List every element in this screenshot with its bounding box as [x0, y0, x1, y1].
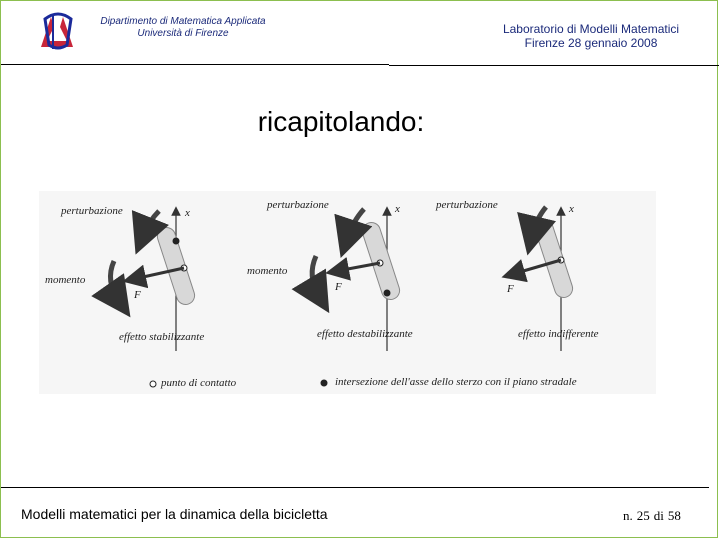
intersection-point-1: [173, 238, 180, 245]
label-momento-1: momento: [45, 274, 86, 286]
department-logo: [37, 11, 79, 53]
label-F-2: F: [335, 281, 342, 293]
steering-diagram: [39, 191, 656, 394]
department-name: Dipartimento di Matematica Applicata: [100, 16, 266, 27]
legend-intersection-symbol: [321, 380, 328, 387]
footer-title: Modelli matematici per la dinamica della bicicletta: [21, 506, 328, 522]
label-F-1: F: [134, 289, 141, 301]
perturbation-arrow-1: [143, 211, 159, 236]
label-perturbazione-3: perturbazione: [436, 199, 498, 211]
page-separator: di: [653, 508, 664, 523]
label-x-2: x: [395, 203, 400, 215]
panel-stabilizzante: [110, 211, 196, 351]
page-total: 58: [667, 508, 681, 523]
label-F-3: F: [507, 283, 514, 295]
page-indicator: [623, 508, 685, 524]
label-effetto-indifferente: effetto indifferente: [518, 328, 599, 340]
legend-intersection-label: intersezione dell'asse dello sterzo con il piano stradale: [335, 376, 577, 388]
header-divider-right: [389, 65, 719, 66]
label-x-3: x: [569, 203, 574, 215]
lab-name: Laboratorio di Modelli Matematici: [502, 22, 680, 36]
footer-divider: [1, 487, 709, 488]
wheel-3: [533, 218, 575, 300]
steering-diagram-drawing: [39, 191, 656, 394]
perturbation-arrow-2: [347, 209, 364, 239]
intersection-point-2: [384, 290, 391, 297]
moment-arrow-2: [312, 256, 319, 296]
label-perturbazione-2: perturbazione: [267, 199, 329, 211]
label-momento-2: momento: [247, 265, 288, 277]
label-perturbazione-1: perturbazione: [61, 205, 123, 217]
page-current: 25: [636, 508, 650, 523]
lab-header: [471, 22, 711, 50]
slide-title: ricapitolando:: [257, 106, 425, 137]
label-effetto-destabilizzante: effetto destabilizzante: [317, 328, 413, 340]
label-x-1: x: [185, 207, 190, 219]
header-divider-left: [1, 64, 389, 65]
university-name: Università di Firenze: [137, 28, 229, 39]
legend-contact-label: punto di contatto: [161, 377, 237, 389]
department-header: [83, 16, 283, 40]
moment-arrow-1: [110, 261, 119, 301]
legend-contact-symbol: [150, 381, 156, 387]
page-prefix: n.: [623, 508, 633, 523]
label-effetto-stabilizzante: effetto stabilizzante: [119, 331, 205, 343]
lab-date: Firenze 28 gennaio 2008: [524, 36, 658, 50]
wheel-1: [155, 225, 197, 307]
